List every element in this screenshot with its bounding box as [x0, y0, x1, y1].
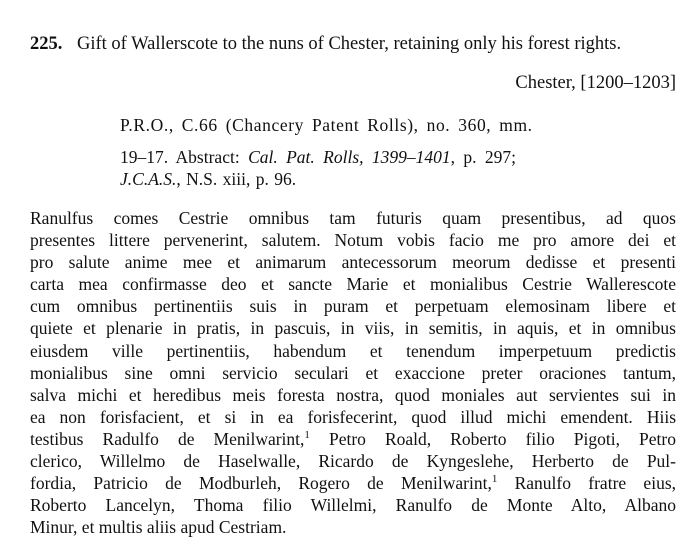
source-reference [120, 114, 600, 190]
source-page-ref: , p. 297; [450, 147, 516, 167]
source-line-3 [120, 168, 600, 190]
place-and-date: Chester, [1200–1203] [515, 73, 676, 93]
charter-text-line: salva michi et heredibus meis foresta nostra, quod moniales aut servientes sui in [30, 384, 676, 405]
charter-text-line: testibus Radulfo de Menilwarint,$^1$ Petro Roald, Roberto filio Pigoti, Petro [30, 428, 676, 449]
charter-text-line: carta mea confirmasse deo et sancte Marie et monialibus Cestrie Wallerescote [30, 274, 676, 295]
source-line-1: P.R.O., C.66 (Chancery Patent Rolls), no. 360, mm. [120, 115, 533, 135]
charter-text-line: pro salute anime mee et animarum antecessorum meorum dedisse et presenti [30, 252, 676, 273]
source-jcas-ref: , N.S. xiii, p. 96. [176, 169, 297, 189]
footnote-marker: 1 [491, 473, 498, 486]
charter-title: Gift of Wallerscote to the nuns of Chester, retaining only his forest rights. [77, 34, 622, 54]
charter-text-line: clerico, Willelmo de Haselwalle, Ricardo de Kyngeslehe, Herberto de Pul- [30, 451, 676, 472]
charter-text-line: cum omnibus pertinentiis suis in puram et perpetuam elemosinam libere et [30, 296, 676, 317]
charter-text-line: Roberto Lancelyn, Thoma filio Willelmi, Ranulfo de Monte Alto, Albano [30, 495, 676, 516]
charter-text-line: Minur, et multis aliis apud Cestriam. [30, 517, 287, 538]
charter-text-line: fordia, Patricio de Modburleh, Rogero de Menilwarint,$^1$ Ranulfo fratre eius, [30, 473, 677, 494]
charter-heading [30, 33, 680, 55]
charter-number: 225. [30, 34, 63, 54]
charter-text-line: ea non forisfacient, et si in ea forisfecerint, quod illud michi emendent. Hiis [30, 406, 676, 427]
source-line-2 [120, 146, 600, 168]
source-jcas: J.C.A.S. [120, 169, 177, 189]
source-abstract-prefix: 19–17. Abstract: [120, 147, 249, 167]
footnote-marker: 1 [304, 429, 310, 442]
charter-text-line: presentes littere pervenerint, salutem. Notum vobis facio me pro amore dei et [30, 230, 676, 251]
charter-text-line: Ranulfus comes Cestrie omnibus tam futuris quam presentibus, ad quos [30, 208, 676, 228]
charter-text-line: monialibus sine omni servicio seculari et exaccione preter oraciones tantum, [30, 362, 676, 383]
charter-text-line: quiete et plenarie in pratis, in pascuis, in viis, in semitis, in aquis, et in omnibus [30, 318, 676, 339]
charter-text-line: eiusdem ville pertinentiis, habendum et tenendum imperpetuum predictis [30, 340, 676, 361]
source-cal-pat-rolls: Cal. Pat. Rolls, 1399–1401 [248, 147, 451, 167]
charter-text [30, 207, 676, 538]
